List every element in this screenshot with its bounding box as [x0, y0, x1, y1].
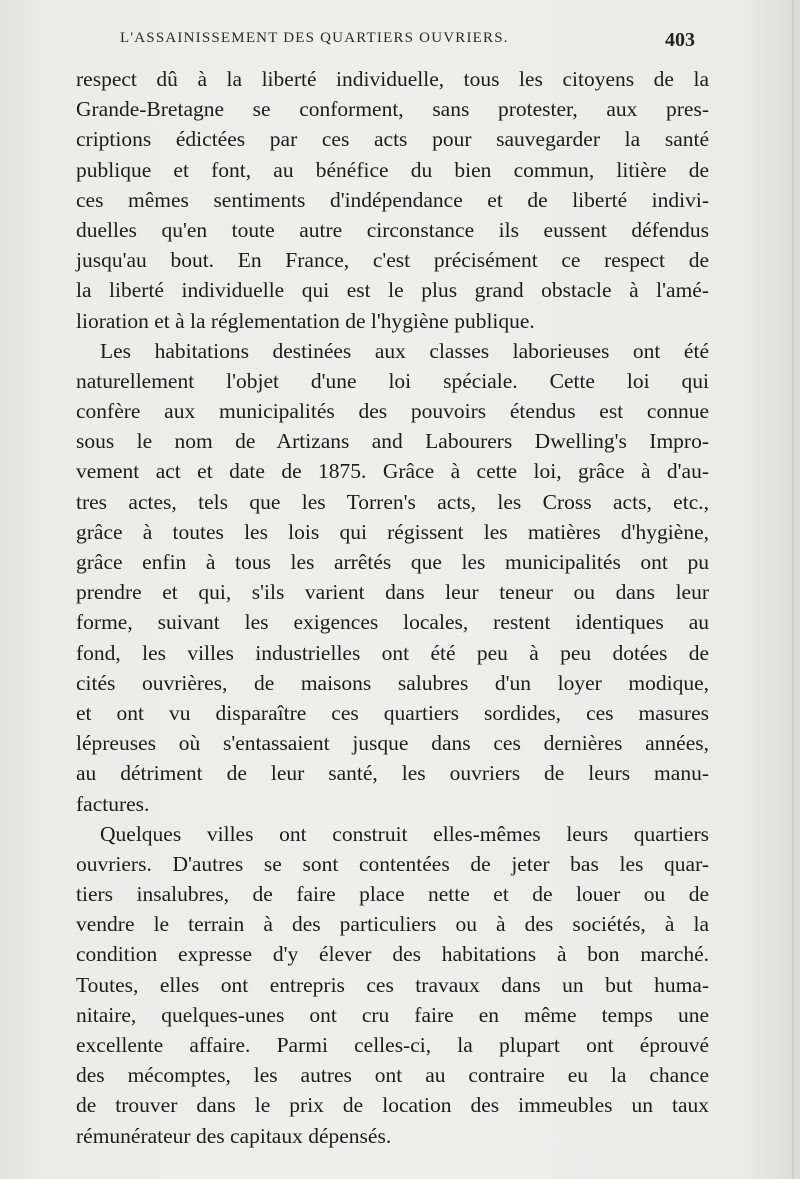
text-line: vendre le terrain à des particuliers ou à des sociétés, à la	[76, 912, 709, 937]
text-line: lioration et à la réglementation de l'hygiène publique.	[76, 308, 535, 333]
text-line: et ont vu disparaître ces quartiers sordides, ces masures	[76, 700, 709, 725]
body-text	[76, 64, 709, 1151]
text-line: prendre et qui, s'ils varient dans leur teneur ou dans leur	[76, 580, 709, 605]
text-line: tres actes, tels que les Torren's acts, les Cross acts, etc.,	[76, 489, 709, 514]
running-title: L'ASSAINISSEMENT DES QUARTIERS OUVRIERS.	[120, 30, 509, 46]
text-line: Toutes, elles ont entrepris ces travaux dans un but huma-	[76, 972, 709, 997]
text-line: lépreuses où s'entassaient jusque dans ces dernières années,	[76, 731, 709, 756]
page-number: 403	[665, 29, 695, 51]
text-line: Grande-Bretagne se conforment, sans protester, aux pres-	[76, 97, 709, 122]
text-line: confère aux municipalités des pouvoirs étendus est connue	[76, 399, 709, 424]
text-line: des mécomptes, les autres ont au contraire eu la chance	[76, 1063, 709, 1088]
text-line: jusqu'au bout. En France, c'est précisément ce respect de	[76, 248, 709, 273]
text-line: Les habitations destinées aux classes laborieuses ont été	[100, 338, 709, 363]
text-line: cités ouvrières, de maisons salubres d'un loyer modique,	[76, 670, 709, 695]
text-line: excellente affaire. Parmi celles-ci, la plupart ont éprouvé	[76, 1033, 709, 1057]
text-line: grâce enfin à tous les arrêtés que les municipalités ont pu	[76, 550, 709, 574]
paragraph	[76, 64, 709, 336]
text-line: fond, les villes industrielles ont été peu à peu dotées de	[76, 640, 709, 665]
text-line: sous le nom de Artizans and Labourers Dwelling's Impro-	[76, 429, 709, 454]
text-line: nitaire, quelques-unes ont cru faire en même temps une	[76, 1002, 709, 1027]
text-line: naturellement l'objet d'une loi spéciale. Cette loi qui	[76, 368, 709, 393]
text-line: factures.	[76, 791, 150, 816]
text-line: de trouver dans le prix de location des immeubles un taux	[76, 1093, 709, 1118]
text-line: au détriment de leur santé, les ouvriers de leurs manu-	[76, 761, 709, 786]
paragraph	[76, 336, 709, 819]
text-line: condition expresse d'y élever des habitations à bon marché.	[76, 942, 709, 967]
text-line: ouvriers. D'autres se sont contentées de jeter bas les quar-	[76, 851, 709, 876]
text-line: duelles qu'en toute autre circonstance ils eussent défendus	[76, 217, 709, 242]
text-line: publique et font, au bénéfice du bien commun, litière de	[76, 157, 709, 182]
text-line: vement act et date de 1875. Grâce à cette loi, grâce à d'au-	[76, 459, 709, 484]
text-line: criptions édictées par ces acts pour sauvegarder la santé	[76, 127, 709, 152]
text-line: rémunérateur des capitaux dépensés.	[76, 1123, 392, 1148]
text-line: Quelques villes ont construit elles-mêmes leurs quartiers	[100, 821, 709, 846]
paragraph	[76, 819, 709, 1151]
text-line: ces mêmes sentiments d'indépendance et de liberté indivi-	[76, 187, 709, 212]
page-edge-shadow	[792, 0, 794, 1179]
text-line: grâce à toutes les lois qui régissent les matières d'hygiène,	[76, 519, 709, 544]
text-line: tiers insalubres, de faire place nette et de louer ou de	[76, 882, 709, 907]
text-line: forme, suivant les exigences locales, restent identiques au	[76, 610, 709, 635]
text-line: respect dû à la liberté individuelle, tous les citoyens de la	[76, 67, 709, 91]
text-line: la liberté individuelle qui est le plus grand obstacle à l'amé-	[76, 278, 709, 303]
